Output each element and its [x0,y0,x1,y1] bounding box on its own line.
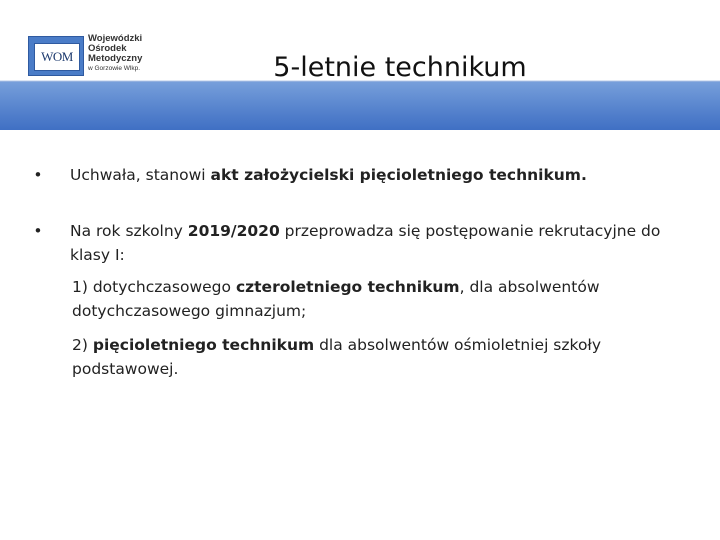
sub-item-2-rest: dla absolwentów ośmioletniej szkoły podstawowej. [72,336,602,378]
bullet-icon: • [33,166,43,184]
logo-line-2: Ośrodek [88,43,127,54]
sub-item-2-lead: 2) [72,336,93,354]
logo-badge [28,36,84,76]
bullet-1-lead: Uchwała, stanowi [70,166,211,184]
sub-item-2 [72,333,688,381]
bullet-2-year: 2019/2020 [187,222,280,240]
logo-line-4: w Gorzowie Wlkp. [88,65,141,72]
logo-badge-text: WOM [34,43,80,71]
sub-item-1-lead: 1) dotychczasowego [72,278,236,296]
bullet-2-rest: przeprowadza się postępowanie rekrutacyjne do klasy I: [70,222,661,264]
bullet-1-bold: akt założycielski pięcioletniego technikum. [210,166,587,184]
bullet-icon: • [33,222,43,240]
logo-line-1: Wojewódzki [88,33,143,44]
sub-item-2-bold: pięcioletniego technikum [92,336,315,354]
logo-line-3: Metodyczny [88,53,143,64]
header-blue-band [0,82,720,130]
bullet-item-2 [28,219,688,267]
bullet-item-1 [28,163,688,187]
bullet-2-lead: Na rok szkolny [70,222,188,240]
sub-item-1-bold: czteroletniego technikum [235,278,460,296]
slide-body [28,163,688,381]
sub-item-1 [72,275,688,323]
sub-item-1-rest: , dla absolwentów dotychczasowego gimnazjum; [72,278,600,320]
logo-institution-name [88,34,170,73]
wom-logo [28,34,170,80]
slide-title: 5-letnie technikum [273,52,527,83]
